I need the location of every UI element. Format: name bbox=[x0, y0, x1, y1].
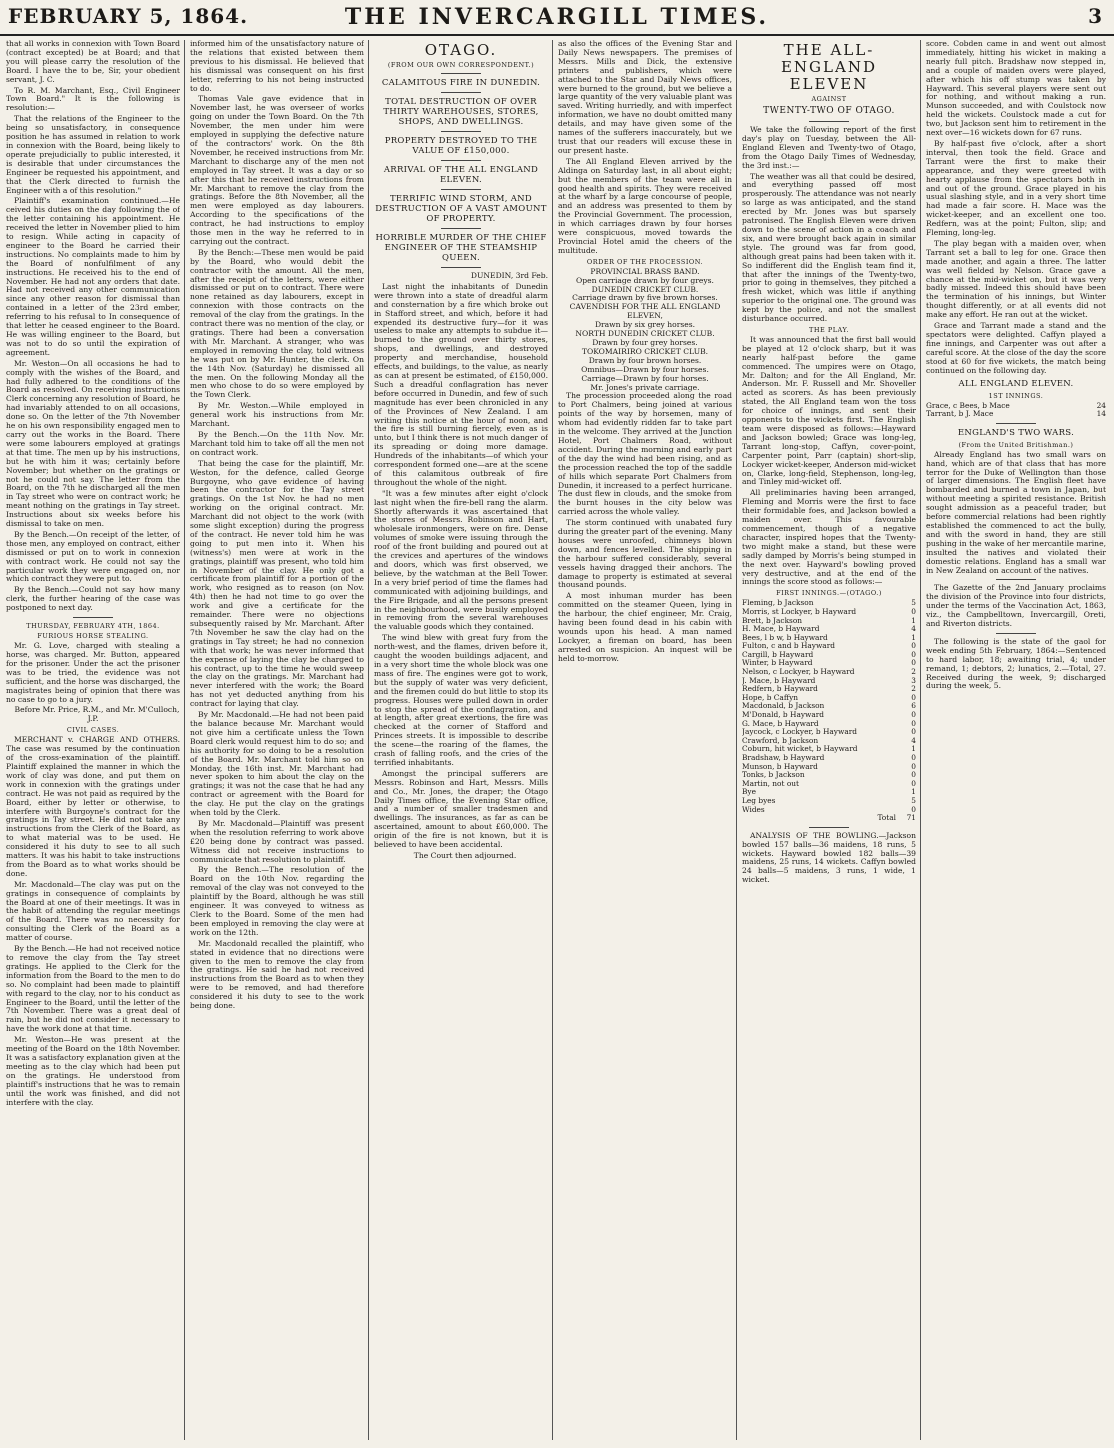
subheading: 1ST INNINGS. bbox=[988, 391, 1044, 400]
batsman-name: Leg byes bbox=[742, 795, 776, 805]
paragraph: The following is the state of the gaol for week ending 5th February, 1864:—Sentenced to hard labor, 18; awaiting trial, 4; under remand, 1; debtors, 2; lunatics, 2.—Total, 27. Received during the week, 9; discharged during the week, 5. bbox=[926, 636, 1106, 691]
column-2 bbox=[190, 40, 364, 1440]
paragraph: It was announced that the first ball would be played at 12 o'clock sharp, but it was nearly half-past before the game commenced. The umpires were on Otago, Mr. Dalton; and for the All England, Mr. Anderson. Mr. F. Russell and Mr. Shoveller acted as scorers. As has been previously stated, the All England team won the toss for choice of innings, and sent their opponents to the wickets first. The English team were disposed as follows:—Hayward and Jackson bowled; Grace was long-leg, Tarrant long-stop, Caffyn, cover-point, Carpenter point, Parr (captain) short-slip, Lockyer wicket-keeper, Anderson mid-wicket on, Clarke, long-field, Stephenson, long-leg, and Tinley mid-wicket off. bbox=[742, 334, 916, 487]
column-rule bbox=[552, 40, 553, 1440]
paragraph: Amongst the principal sufferers are Messrs. Robinson and Hart, Messrs. Mills and Co., Mr. Jones, the draper; the Otago Daily Times office, the Evening Star office, and a number of smaller tradesmen and dwellings. The insurances, as far as can be ascertained, amount to about £60,000. The origin of the fire is not known, but it is believed to have been accidental. bbox=[374, 768, 548, 850]
paragraph: informed him of the unsatisfactory nature of the relations that existed between them previous to his dismissal. He believed that his dismissal was consequent on his first letter, referring to his not being instructed to do. bbox=[190, 40, 364, 93]
column-5 bbox=[742, 40, 916, 1440]
batsman-name: Bees, l b w, b Hayward bbox=[742, 632, 828, 642]
subheading: TWENTY-TWO OF OTAGO. bbox=[763, 106, 895, 116]
batsman-name: Brett, b Jackson bbox=[742, 615, 803, 625]
batsman-name: Redfern, b Hayward bbox=[742, 684, 818, 694]
total-label: Total bbox=[877, 813, 896, 823]
batsman-name: Hope, b Caffyn bbox=[742, 692, 799, 702]
procession-line: CAVENDISH FOR THE ALL ENGLAND ELEVEN, bbox=[569, 302, 721, 321]
batsman-runs: 6 bbox=[911, 701, 916, 711]
score-row bbox=[742, 780, 916, 789]
paragraph: that all works in connexion with Town Board (contract excepted) be at Board; and that you will please carry the resolution of the Board. I have the to be, Sir, your obedient servant, J. C. bbox=[6, 40, 180, 84]
batsman-name: Wides bbox=[742, 804, 765, 814]
batsman-runs: 0 bbox=[911, 718, 916, 728]
section-divider bbox=[996, 579, 1036, 580]
batsman-runs: 0 bbox=[911, 649, 916, 659]
section-divider bbox=[441, 92, 481, 93]
headline: THE ALL-ENGLAND ELEVEN bbox=[780, 41, 877, 93]
batsman-runs: 0 bbox=[911, 804, 916, 814]
dateline: DUNEDIN, 3rd Feb. bbox=[470, 271, 548, 280]
column-rule bbox=[184, 40, 185, 1440]
paragraph: We take the following report of the first day's play on Tuesday, between the All-England Eleven and Twenty-two of Otago, from the Otago Daily Times of Wednesday, the 3rd inst.:— bbox=[742, 125, 916, 170]
newspaper-title: THE INVERCARGILL TIMES. bbox=[344, 4, 770, 30]
paragraph: The play began with a maiden over, when Tarrant set a ball to leg for one. Grace then made another, and again a three. The latter was well fielded by Nelson. Grace gave a chance at the mid-wicket on, but it was very badly missed. Indeed this should have been the termination of his innings, but Winter thought differently, or at all events did not make any effort. He ran out at the wicket. bbox=[926, 238, 1106, 320]
paragraph: The Gazette of the 2nd January proclaims the division of the Province into four districts, under the terms of the Vaccination Act, 1863, viz., the Campbelltown, Invercargill, Oreti, and Riverton districts. bbox=[926, 583, 1106, 629]
headline: HORRIBLE MURDER OF THE CHIEF ENGINEER OF THE STEAMSHIP QUEEN. bbox=[375, 233, 547, 263]
section-divider bbox=[809, 827, 849, 828]
column-rule bbox=[368, 40, 369, 1440]
batsman-name: Grace, c Bees, b Mace bbox=[926, 400, 1010, 410]
paragraph: Thomas Vale gave evidence that in November last, he was overseer of works going on under the Town Board. On the 7th November, the men under him were employed in supplying the defective nature of the contractors' work. On the 8th November, he received instructions from Mr. Marchant to discharge any of the men not employed in Tay street. It was a day or so after this that he received instructions from Mr. Marchant to remove the clay from the gratings. Before the 8th November, all the men were employed as day labourers. According to the specifications of the contract, he had instructions to employ those men in the way he referred to in carrying out the contract. bbox=[190, 94, 364, 246]
headline: PROPERTY DESTROYED TO THE VALUE OF £150,000. bbox=[384, 136, 538, 156]
total-runs: 71 bbox=[906, 813, 916, 823]
paragraph: By the Bench.—He had not received notice to remove the clay from the Tay street gratings. He applied to the Clerk for the information from the Board to the men to do so. No complaint had been made to plaintiff with regard to the clay, nor to his conduct as Engineer to the Board, until the letter of the 7th November. There was a great deal of rain, but he did not consider it necessary to have the work done at that time. bbox=[6, 944, 180, 1034]
batsman-name: Bye bbox=[742, 787, 756, 797]
paragraph: The weather was all that could be desired, and everything passed off most prosperously. The attendance was not nearly so large as was anticipated, and the stand erected by Mr. Jones was but sparsely patronised. The English Eleven were driven down to the scene of action in a coach and six, and were brought back again in similar style. The ground was far from good, although great pains had been taken with it. So indifferent did the English team find it, that after the innings of the Twenty-two, prior to going in themselves, they pitched a fresh wicket, which was little if anything superior to the original one. The ground was kept by the police, and not the smallest disturbance occurred. bbox=[742, 171, 916, 324]
column-rule bbox=[736, 40, 737, 1440]
paragraph: The procession proceeded along the road to Port Chalmers, being joined at various points of the way by horsemen, many of whom had evidently ridden far to take part in the welcome. They arrived at the Junction Hotel, Port Chalmers Road, without accident. During the morning and early part of the day the wind had been rising, and as the procession reached the top of the saddle of hills which separate Port Chalmers from Dunedin, it increased to a perfect hurricane. The dust flew in clouds, and the smoke from the burnt houses in the city below was carried across the whole valley. bbox=[558, 391, 732, 517]
paragraph: The storm continued with unabated fury during the greater part of the evening. Many houses were unroofed, chimneys blown down, and fences levelled. The shipping in the harbour suffered considerably, several vessels having dragged their anchors. The damage to property is estimated at several thousand pounds. bbox=[558, 518, 732, 590]
batsman-name: Morris, st Lockyer, b Hayward bbox=[742, 606, 857, 616]
dateline: THURSDAY, FEBRUARY 4TH, 1864. bbox=[26, 622, 160, 631]
procession-line: Omnibus—Drawn by four horses. bbox=[581, 364, 709, 374]
paragraph: score. Cobden came in and went out almost immediately, hitting his wicket in making a nearly full pitch. Bradshaw now stepped in, and a couple of maiden overs were played, after which his off stump was taken by Hayward. This several players were sent out for nothing, and without making a run. Munson succeeded, and with Coulstock now held the wickets. Coulstock made a cut for two, but Jackson sent him to retirement in the next over—16 wickets down for 67 runs. bbox=[926, 40, 1106, 138]
paragraph: "It was a few minutes after eight o'clock last night when the fire-bell rang the alarm. Shortly afterwards it was ascertained that the stores of Messrs. Robinson and Hart, wholesale ironmongers, were on fire. Dense volumes of smoke were issuing through the roof of the front building and poured out at the crevices and apertures of the windows and doors, which was first observed, we believe, by the watchman at the Bell Tower. In a very brief period of time the flames had communicated with adjoining buildings, and the Fire Brigade, and all the persons present in the neighbourhood, were busily employed in removing from the several warehouses the valuable goods which they contained. bbox=[374, 488, 548, 632]
batsman-name: Martin, not out bbox=[742, 778, 800, 788]
page-number: 3 bbox=[1088, 4, 1102, 28]
paragraph: The wind blew with great fury from the north-west, and the flames, driven before it, caught the wooden buildings adjacent, and in a very short time the whole block was one mass of fire. The engines were got to work, but the supply of water was very deficient, and the firemen could do but little to stop its progress. Houses were pulled down in order to stop the spread of the conflagration, and at length, after great exertions, the fire was checked at the corner of Stafford and Princes streets. It is impossible to describe the scene—the roaring of the flames, the crash of falling roofs, and the cries of the terrified inhabitants. bbox=[374, 633, 548, 767]
batsman-runs: 5 bbox=[911, 795, 916, 805]
batsman-name: M'Donald, b Hayward bbox=[742, 710, 825, 720]
section-divider bbox=[809, 121, 849, 122]
batsman-runs: 1 bbox=[911, 632, 916, 642]
procession-line: Carriage—Drawn by four horses. bbox=[581, 373, 709, 383]
batsman-name: G. Mace, b Hayward bbox=[742, 718, 819, 728]
batsman-name: Coburn, hit wicket, b Hayward bbox=[742, 744, 858, 754]
paragraph: All preliminaries having been arranged, Fleming and Morris were the first to face their formidable foes, and Jackson bowled a maiden over. This favourable commencement, though of a negative character, inspired hopes that the Twenty-two might make a stand, but these were sadly damped by Morris's being stumped in the next over. Hayward's bowling proved very destructive, and at the end of the innings the score stood as follows:— bbox=[742, 488, 916, 587]
headline: ARRIVAL OF THE ALL ENGLAND ELEVEN. bbox=[383, 165, 539, 185]
paragraph: as also the offices of the Evening Star and Daily News newspapers. The premises of Messrs. Mills and Dick, the extensive printers and publishers, which were attached to the Star and Daily News offices, were burned to the ground, but we believe a large quantity of the very valuable plant was saved. Writing hurriedly, and with imperfect information, we have no doubt omitted many details, and may have given some of the names of the sufferers inaccurately, but we trust that our readers will excuse these in our present haste. bbox=[558, 40, 732, 155]
batsman-runs: 24 bbox=[1096, 400, 1106, 410]
procession-line: DUNEDIN CRICKET CLUB. bbox=[591, 284, 699, 294]
section-heading: CIVIL CASES. bbox=[66, 726, 120, 735]
headline: CALAMITOUS FIRE IN DUNEDIN. bbox=[381, 78, 541, 88]
batsman-runs: 0 bbox=[911, 641, 916, 651]
batsman-runs: 14 bbox=[1096, 409, 1106, 419]
procession-line: Drawn by six grey horses. bbox=[594, 320, 696, 330]
batsman-runs: 0 bbox=[911, 753, 916, 762]
section-divider bbox=[441, 160, 481, 161]
section-divider bbox=[441, 267, 481, 268]
headline: ENGLAND'S TWO WARS. bbox=[957, 427, 1075, 438]
column-3 bbox=[374, 40, 548, 1440]
paragraph: The Court then adjourned. bbox=[413, 851, 517, 860]
batsman-name: Fleming, b Jackson bbox=[742, 598, 814, 608]
paragraph: The All England Eleven arrived by the Aldinga on Saturday last, in all about eight; but the members of the team were all in good health and spirits. They were received at the wharf by a large concourse of people, and an address was presented to them by the Provincial Government. The procession, in which carriages drawn by four horses were conspicuous, moved towards the Provincial Hotel amid the cheers of the multitude. bbox=[558, 156, 732, 255]
headline: TERRIFIC WIND STORM, AND DESTRUCTION OF A VAST AMOUNT OF PROPERTY. bbox=[375, 194, 547, 224]
paragraph: Mr. Macdonald recalled the plaintiff, who stated in evidence that no directions were given to the men to remove the clay from the gratings. He said he had not received instructions from the Board as to when they were to be removed, and had therefore considered it his duty to see to the work being done. bbox=[190, 938, 364, 1011]
section-divider bbox=[441, 131, 481, 132]
paragraph: Before Mr. Price, R.M., and Mr. M'Culloch, J.P. bbox=[14, 705, 180, 724]
column-4 bbox=[558, 40, 732, 1440]
paragraph: Grace and Tarrant made a stand and the spectators were delighted. Caffyn played a fine innings, and Carpenter was out after a careful score. At the close of the day the score stood at 60 for five wickets, the match being continued on the following day. bbox=[926, 321, 1106, 375]
paragraph: By Mr. Macdonald.—He had not been paid the balance because Mr. Marchant would not give him a certificate unless the Town Board clerk would request him to do so; and his authority for so doing to be a resolution of the Board. Mr. Marchant told him so on Monday, the 16th inst. Mr. Marchant had never spoken to him about the clay on the gratings; it was not the case that he had any contract or agreement with the Board for the clay. He put the clay on the gratings when told by the Clerk. bbox=[190, 710, 364, 818]
batsman-runs: 3 bbox=[911, 675, 916, 685]
section-heading: FURIOUS HORSE STEALING. bbox=[37, 632, 149, 641]
aee-score-table bbox=[926, 402, 1106, 419]
column-1 bbox=[6, 40, 180, 1440]
batsman-runs: 0 bbox=[911, 606, 916, 616]
section-divider bbox=[996, 423, 1036, 424]
scorecard-table bbox=[742, 599, 916, 822]
paragraph: Mr. Macdonald—The clay was put on the gratings in consequence of complaints by the Board at one of their meetings. It was in the habit of attending the regular meetings of the Board. There was no necessity for consulting the Clerk of the Board as a matter of course. bbox=[6, 879, 180, 943]
section-divider bbox=[996, 633, 1036, 634]
batsman-runs: 2 bbox=[911, 667, 916, 677]
batsman-runs: 4 bbox=[911, 624, 916, 634]
procession-line: TOKOMAIRIRO CRICKET CLUB. bbox=[581, 346, 709, 356]
batsman-runs: 0 bbox=[911, 658, 916, 668]
issue-date: FEBRUARY 5, 1864. bbox=[8, 4, 249, 28]
section-heading: OTAGO. bbox=[424, 41, 498, 59]
batsman-runs: 0 bbox=[911, 710, 916, 720]
procession-line: Drawn by four grey horses. bbox=[592, 338, 698, 347]
column-rule bbox=[920, 40, 921, 1440]
procession-line: PROVINCIAL BRASS BAND. bbox=[590, 266, 700, 276]
batsman-name: Tarrant, b J. Mace bbox=[926, 409, 994, 419]
paragraph: That being the case for the plaintiff, Mr. Weston, for the defence, called George Burgoyne, who gave evidence of having been the contractor for the Tay street gratings. On the 1st Nov. he had no men working on the original contract. Mr. Marchant did not object to the work (with some slight exception) during the progress of the contract. He never told him he was going to put men into it. When his (witness's) men were at work in the gratings, plaintiff was present, who told him in November of the clay. He only got a certificate from plaintiff for a portion of the work, who resigned as to reason (on Nov. 4th) then he had not time to go over the work and give a certificate for the remainder. There were no objections subsequently raised by Mr. Marchant. After 7th November he saw the clay had on the gratings in Tay street; he had no connexion with that work; he was never informed that the expense of laying the clay be charged to his contract, up to the time he would sweep the clay on the gratings. Mr. Marchant had never interfered with the work; the Board has not yet deducted anything from his contract for laying that clay. bbox=[190, 458, 364, 709]
batsman-name: Nelson, c Lockyer, b Hayward bbox=[742, 667, 855, 677]
score-total-row bbox=[742, 814, 916, 823]
batsman-runs: 1 bbox=[911, 787, 916, 797]
batsman-runs: 1 bbox=[911, 744, 916, 754]
batsman-runs: 4 bbox=[911, 735, 916, 745]
paragraph: By half-past five o'clock, after a short interval, then took the field. Grace and Tarrant were the first to make their appearance, and they were greeted with hearty applause from the spectators both in and out of the ground. Grace played in his usual slashing style, and in a very short time had made a fair score. H. Mace was the wicket-keeper, and an excellent one too. Redfern, was at the point; Fulton, slip; and Fleming, long-leg. bbox=[926, 138, 1106, 238]
procession-line: Open carriage drawn by four greys. bbox=[576, 275, 714, 285]
batsman-runs: 1 bbox=[911, 615, 916, 625]
paragraph: A most inhuman murder has been committed on the steamer Queen, lying in the harbour, the chief engineer, Mr. Craig, having been found dead in his cabin with wounds upon his head. A man named Lockyer, a fireman on board, has been arrested on suspicion. An inquest will be held to-morrow. bbox=[558, 591, 732, 663]
section-divider bbox=[441, 189, 481, 190]
procession-line: Mr. Jones's private carriage. bbox=[590, 382, 700, 392]
paragraph: By Mr. Macdonald—Plaintiff was present when the resolution referring to work above £20 being done by contract was passed. Witness did not receive instructions to communicate that resolution to plaintiff. bbox=[190, 818, 364, 864]
section-divider bbox=[73, 617, 113, 618]
section-divider bbox=[441, 73, 481, 74]
column-6 bbox=[926, 40, 1106, 1440]
score-row bbox=[742, 797, 916, 806]
batsman-runs: 0 bbox=[911, 692, 916, 702]
batsman-runs: 0 bbox=[911, 778, 916, 788]
paragraph: By the Bench.—Could not say how many clerk, the further hearing of the case was postponed to next day. bbox=[6, 585, 180, 613]
paragraph: That the relations of the Engineer to the being so unsatisfactory, in consequence position he has assumed in relation to work in connexion with the Board, being likely to operate prejudicially to public interested, it is desirable that under circumstances the Engineer be requested his appointment, and that the Clerk directed to furnish the Engineer with a of this resolution." bbox=[6, 114, 180, 195]
section-heading: ALL ENGLAND ELEVEN. bbox=[958, 378, 1074, 389]
batsman-runs: 0 bbox=[911, 727, 916, 737]
paragraph: To R. M. Marchant, Esq., Civil Engineer Town Board." It is the following is resolution:— bbox=[6, 85, 180, 113]
batsman-runs: 5 bbox=[911, 598, 916, 608]
batsman-name: Macdonald, b Jackson bbox=[742, 701, 825, 711]
section-heading: THE PLAY. bbox=[809, 325, 849, 334]
section-heading: ORDER OF THE PROCESSION. bbox=[586, 257, 704, 266]
headline: TOTAL DESTRUCTION OF OVER THIRTY WAREHOUSES, STORES, SHOPS, AND DWELLINGS. bbox=[383, 97, 539, 127]
byline: (FROM OUR OWN CORRESPONDENT.) bbox=[387, 61, 535, 69]
section-divider bbox=[441, 228, 481, 229]
batsman-name: Bradshaw, b Hayward bbox=[742, 753, 825, 762]
procession-line: Carriage drawn by five brown horses. bbox=[572, 293, 718, 303]
byline: (From the United Britishman.) bbox=[958, 440, 1074, 449]
subheading: AGAINST bbox=[811, 95, 847, 103]
batsman-name: Fulton, c and b Hayward bbox=[742, 641, 835, 651]
paragraph: MERCHANT v. CHARGE AND OTHERS. The case was resumed by the continuation of the cross-examination of the plaintiff. Plaintiff explained the manner in which the work of clay was done, and put them on work in connexion with the gratings under contract. He was not paid as required by the Board, either by letter or otherwise, to interfere with Burgoyne's contract for the gratings in Tay street. He did not take any instructions from the Clerk of the Board, as to what material was to be used. He considered it his duty to see to all such matters. It was his habit to take instructions from the Board as to what works should be done. bbox=[6, 735, 180, 878]
paragraph: Mr. Weston—He was present at the meeting of the Board on the 18th November. It was a satisfactory explanation given at the meeting as to the clay which had been put on the gratings. He understood from plaintiff's instructions that he was to remain until the work was finished, and did not interfere with the clay. bbox=[6, 1035, 180, 1107]
batsman-name: Cargill, b Hayward bbox=[742, 649, 814, 659]
paragraph: By the Bench.—The resolution of the Board on the 10th Nov. regarding the removal of the clay was not conveyed to the plaintiff by the Board, although he was still engineer. It was conveyed to witness as Clerk to the Board. Some of the men had been employed in removing the clay were at work on the 12th. bbox=[190, 865, 364, 937]
batsman-name: Jaycock, c Lockyer, b Hayward bbox=[742, 727, 857, 737]
paragraph: By the Bench.—On the 11th Nov. Mr. Marchant told him to take off all the men not on contract work. bbox=[190, 429, 364, 457]
paragraph: By Mr. Weston.—While employed in general work his instructions from Mr. Marchant. bbox=[190, 401, 364, 429]
batsman-name: J. Mace, b Hayward bbox=[742, 675, 816, 685]
batsman-name: Munson, b Hayward bbox=[742, 761, 818, 771]
batsman-runs: 2 bbox=[911, 684, 916, 694]
batsman-name: Tonks, b Jackson bbox=[742, 770, 805, 780]
paragraph: By the Bench:—These men would be paid by the Board, who would debit the contractor with the amount. All the men, after the receipt of the letters, were either dismissed or put on to contract. There were none retained as day labourers, except in connexion with those contracts on the removal of the clay from the gratings. In the contract there was no mention of the clay, or gratings. There had been a conversation with Mr. Marchant. A stranger, who was employed in removing the clay, told witness he was put on by Mr. Hunter, the clerk. On the 14th Nov. (Saturday) he dismissed all the men. On the following Monday all the men who chose to do so were employed by the Town Clerk. bbox=[190, 247, 364, 400]
paragraph: By the Bench.—On receipt of the letter, of those men, any employed on contract, either dismissed or put on to work in connexion with contract work. He could not say the particular work they were engaged on, nor which contract they were put to. bbox=[6, 529, 180, 584]
batsman-runs: 0 bbox=[911, 761, 916, 771]
masthead bbox=[0, 0, 1114, 36]
paragraph: Last night the inhabitants of Dunedin were thrown into a state of dreadful alarm and consternation by a fire which broke out in Stafford street, and which, before it had expended its destructive fury—for it was useless to make any attempts to subdue it—burned to the ground over thirty stores, shops, and dwellings, and destroyed property and merchandise, household effects, and buildings, to the value, as nearly as can at present be estimated, of £150,000. Such a dreadful conflagration has never before occurred in Dunedin, and few of such magnitude has ever been chronicled in any of the Provinces of New Zealand. I am writing this notice at the hour of noon, and the fire is still burning fiercely, even as is unto, but I think there is not much danger of its spreading or doing more damage. Hundreds of the inhabitants—of which your correspondent formed one—are at the scene of this calamitous outbreak of fire throughout the whole of the night. bbox=[374, 281, 548, 487]
batsman-name: H. Mace, b Hayward bbox=[742, 624, 820, 634]
procession-line: NORTH DUNEDIN CRICKET CLUB. bbox=[575, 329, 715, 339]
batsman-name: Crawford, b Jackson bbox=[742, 735, 819, 745]
paragraph: Mr. Weston—On all occasions he had to comply with the wishes of the Board, and had fully adhered to the conditions of the Board as resolved. On receiving instructions Clerk concerning any resolution of Board, he had invariably attended to on all occasions, done so. On the letter of the 7th November he on his own responsibility engaged men to carry out the works in the Board. There were some labourers employed at gratings at that time. The men up by his instructions, but he with him it was; certainly before November; but whether on the gratings or not he could not say. The letter from the Board, on the 7th he discharged all the men in Tay street who were on contract work; he meant nothing on the gratings in Tay street. Instructions about six weeks before his dismissal to take on men. bbox=[6, 358, 180, 529]
score-heading: FIRST INNINGS.—(OTAGO.) bbox=[776, 589, 882, 598]
paragraph: Already England has two small wars on hand, which are of that class that has more terror for the Duke of Wellington than those of larger dimensions. The English fleet have bombarded and burned a town in Japan, but without meeting a spirited resistance. British sought admission as a peaceful trader, but before commercial relations had been rightly established the commenced to act the bully, and with the sword in hand, they are still pushing in the wake of her mercantile marine, insulted the natives and violated their domestic relations. England has a small war in New Zealand on account of the natives. bbox=[926, 449, 1106, 575]
paragraph: Plaintiff's examination continued.—He ceived his duties on the day following the of the letter containing his appointment. He received the letter in November plied to him to resign. While acting in capacity of engineer to the Board he carried their instructions. No complaints made to him by the Board of nonfulfilment of any instructions. He received his to the end of November. He had not any orders that date. Had not received any other communication since any other reason for dismissal than contained in a letter of the 23rd ember, referring to his refusal to In consequence of that letter he ceased engineer to the Board. He was willing engineer to the Board, but was not to do so until the expiration of agreement. bbox=[6, 196, 180, 357]
score-row bbox=[926, 410, 1106, 419]
procession-line: Drawn by four brown horses. bbox=[588, 355, 702, 365]
batsman-name: Winter, b Hayward bbox=[742, 658, 813, 668]
paragraph: Mr. G. Love, charged with stealing a horse, was charged. Mr. Button, appeared for the prisoner. Under the act the prisoner was to be tried, the evidence was not sufficient, and the horse was discharged, the magistrates being of opinion that there was no case to go to a jury. bbox=[6, 641, 180, 704]
batsman-runs: 0 bbox=[911, 770, 916, 780]
paragraph: ANALYSIS OF THE BOWLING.—Jackson bowled 157 balls—36 maidens, 18 runs, 5 wickets. Hayward bowled 182 balls—39 maidens, 25 runs, 14 wickets. Caffyn bowled 24 balls—5 maidens, 3 runs, 1 wide, 1 wicket. bbox=[742, 830, 916, 885]
